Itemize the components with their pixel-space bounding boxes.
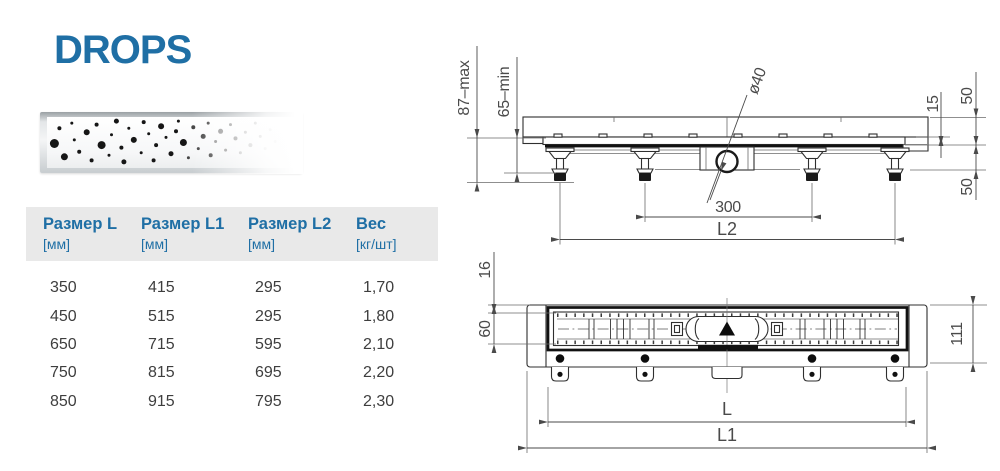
table-row xyxy=(43,274,438,302)
table-row xyxy=(43,302,438,330)
table-cell: 715 xyxy=(148,335,175,353)
side-view-drawing xyxy=(456,46,986,245)
table-cell: 915 xyxy=(148,392,175,410)
table-cell: 295 xyxy=(255,307,282,325)
table-cell: 1,70 xyxy=(363,279,395,297)
dim-label-total-length: L1 xyxy=(716,425,738,445)
table-row xyxy=(43,388,438,416)
plan-view-drawing xyxy=(477,252,987,453)
page-title: DROPS xyxy=(54,28,192,72)
table-cell: 850 xyxy=(50,392,77,410)
table-cell: 695 xyxy=(255,364,282,382)
dim-label-body-width: 111 xyxy=(949,322,966,346)
table-cell: 450 xyxy=(50,307,77,325)
column-header-size-l: Размер L [мм] xyxy=(43,215,118,252)
column-header-size-l2: Размер L2 [мм] xyxy=(248,215,332,252)
image-fade xyxy=(39,111,303,174)
table-cell: 650 xyxy=(50,335,77,353)
column-header-weight: Вес [кг/шт] xyxy=(356,215,397,252)
dim-label-grate-length: L xyxy=(721,399,733,419)
dim-label-channel-depth: 50 xyxy=(959,87,976,105)
dimensions-table xyxy=(26,207,438,416)
table-cell: 750 xyxy=(50,364,77,382)
table-cell: 2,20 xyxy=(363,364,395,382)
table-row xyxy=(43,359,438,387)
dim-label-support-span: L2 xyxy=(716,219,738,239)
dim-label-grate-edge: 15 xyxy=(925,95,942,113)
table-cell: 415 xyxy=(148,279,175,297)
dim-label-edge-offset: 16 xyxy=(477,261,494,279)
dim-label-outlet-spacing: 300 xyxy=(715,199,741,216)
dim-label-height-max: 87–max xyxy=(456,60,473,116)
dim-body-width xyxy=(930,305,987,363)
product-image-drops-grate xyxy=(40,112,302,173)
table-cell: 295 xyxy=(255,279,282,297)
table-cell: 815 xyxy=(148,364,175,382)
dim-label-drain-diameter: ø40 xyxy=(744,65,771,97)
table-header xyxy=(26,207,438,261)
table-cell: 595 xyxy=(255,335,282,353)
table-cell: 350 xyxy=(50,279,77,297)
table-cell: 515 xyxy=(148,307,175,325)
dim-spans xyxy=(560,183,895,245)
dim-label-lower-clearance: 50 xyxy=(959,178,976,196)
table-cell: 2,30 xyxy=(363,392,395,410)
column-header-size-l1: Размер L1 [мм] xyxy=(141,215,225,252)
table-cell: 2,10 xyxy=(363,335,395,353)
dim-label-height-min: 65–min xyxy=(496,66,513,118)
table-body xyxy=(26,261,438,416)
dim-label-grate-width: 60 xyxy=(477,320,494,338)
table-cell: 1,80 xyxy=(363,307,395,325)
table-row xyxy=(43,331,438,359)
table-cell: 795 xyxy=(255,392,282,410)
